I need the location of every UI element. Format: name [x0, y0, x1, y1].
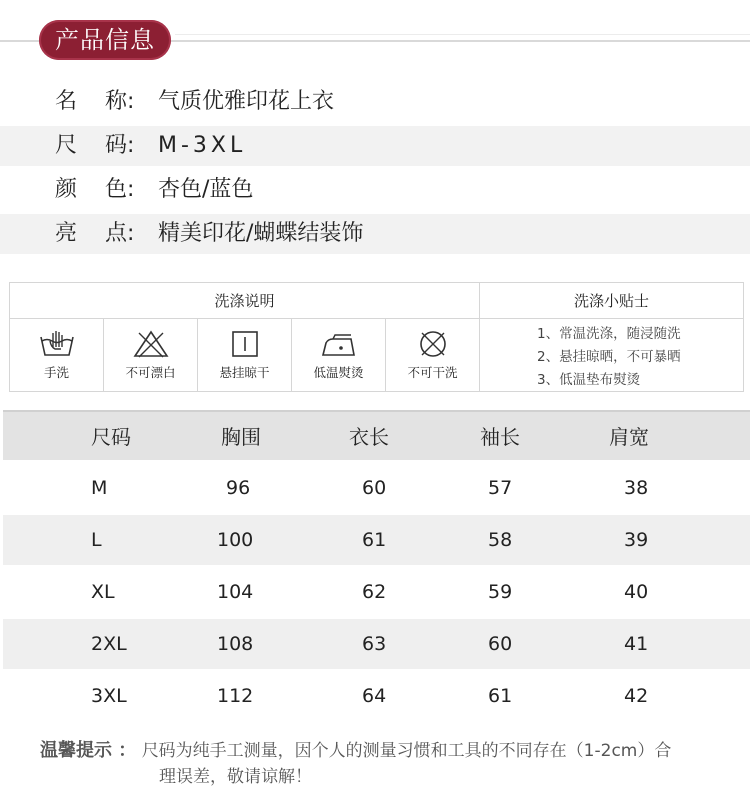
hand-wash-icon [37, 329, 77, 359]
header-size: 尺码 [91, 425, 131, 449]
section-badge: 产品信息 [39, 20, 171, 60]
table-row [3, 567, 750, 617]
sleeve-cell: 60 [488, 633, 513, 655]
header-length: 衣长 [349, 425, 389, 449]
shoulder-cell: 38 [624, 477, 649, 499]
no-tumble-dry-label: 不可干洗 [407, 365, 458, 380]
length-cell: 60 [362, 477, 387, 499]
length-cell: 61 [362, 529, 387, 551]
wash-cell-hand-wash [10, 319, 104, 391]
color-value: 杏色/蓝色 [158, 177, 254, 202]
length-cell: 64 [362, 685, 387, 707]
product-name-value: 气质优雅印花上衣 [158, 89, 335, 114]
bust-cell: 104 [217, 581, 254, 603]
note-lead: 温馨提示 ： [40, 740, 137, 761]
header-bust: 胸围 [221, 425, 261, 449]
size-cell: L [91, 529, 102, 551]
washing-instructions-title: 洗涤说明 [10, 283, 480, 319]
info-label-char: 颜 [55, 177, 78, 202]
sleeve-cell: 58 [488, 529, 513, 551]
header-sleeve: 袖长 [480, 425, 520, 449]
info-label-char: 点: [105, 221, 135, 246]
length-cell: 62 [362, 581, 387, 603]
info-label-char: 亮 [55, 221, 78, 246]
size-cell: XL [91, 581, 115, 603]
wash-cell-no-tumble-dry [386, 319, 480, 391]
tip-item: 2、悬挂晾晒，不可暴晒 [537, 349, 681, 365]
size-cell: 3XL [91, 685, 127, 707]
info-label-char: 名 [55, 89, 78, 114]
tip-item: 1、常温洗涤，随浸随洗 [537, 326, 681, 342]
info-label-char: 尺 [55, 133, 78, 158]
header-divider-faint [175, 34, 750, 35]
size-cell: M [91, 477, 108, 499]
low-iron-icon [319, 329, 359, 359]
section-header [0, 0, 750, 80]
no-tumble-dry-icon [413, 329, 453, 359]
shoulder-cell: 39 [624, 529, 649, 551]
info-label-char: 色: [105, 177, 135, 202]
info-row-highlight [0, 214, 750, 254]
shoulder-cell: 40 [624, 581, 649, 603]
table-row [3, 671, 750, 721]
hang-dry-label: 悬挂晾干 [219, 365, 270, 380]
washing-instructions-table [9, 282, 744, 392]
washing-tips-title: 洗涤小贴士 [480, 283, 743, 319]
sleeve-cell: 59 [488, 581, 513, 603]
length-cell: 63 [362, 633, 387, 655]
size-cell: 2XL [91, 633, 127, 655]
hang-dry-icon [225, 329, 265, 359]
tip-item: 3、低温垫布熨烫 [537, 372, 641, 388]
sleeve-cell: 61 [488, 685, 513, 707]
info-label-char: 码: [105, 133, 135, 158]
wash-cell-low-iron [292, 319, 386, 391]
header-shoulder: 肩宽 [609, 425, 649, 449]
size-table-header [3, 410, 750, 460]
washing-tips-list [480, 319, 743, 391]
table-row [3, 515, 750, 565]
note-line-2: 理误差，敬请谅解！ [159, 767, 312, 787]
table-row [3, 463, 750, 513]
info-row-name [0, 82, 750, 122]
sleeve-cell: 57 [488, 477, 513, 499]
shoulder-cell: 42 [624, 685, 649, 707]
size-range-value: M-3XL [158, 133, 247, 158]
no-bleach-label: 不可漂白 [125, 365, 176, 380]
bust-cell: 112 [217, 685, 254, 707]
table-row [3, 619, 750, 669]
wash-cell-hang-dry [198, 319, 292, 391]
bust-cell: 96 [226, 477, 251, 499]
bust-cell: 100 [217, 529, 254, 551]
highlight-value: 精美印花/蝴蝶结装饰 [158, 221, 364, 246]
info-label-char: 称: [105, 89, 135, 114]
hand-wash-label: 手洗 [43, 365, 69, 380]
low-iron-label: 低温熨烫 [313, 365, 364, 380]
shoulder-cell: 41 [624, 633, 649, 655]
info-row-size [0, 126, 750, 166]
no-bleach-icon [131, 329, 171, 359]
info-row-color [0, 170, 750, 210]
note-line-1: 尺码为纯手工测量，因个人的测量习惯和工具的不同存在（1-2cm）合 [141, 741, 672, 761]
bust-cell: 108 [217, 633, 254, 655]
size-disclaimer-note [40, 738, 740, 787]
wash-cell-no-bleach [104, 319, 198, 391]
